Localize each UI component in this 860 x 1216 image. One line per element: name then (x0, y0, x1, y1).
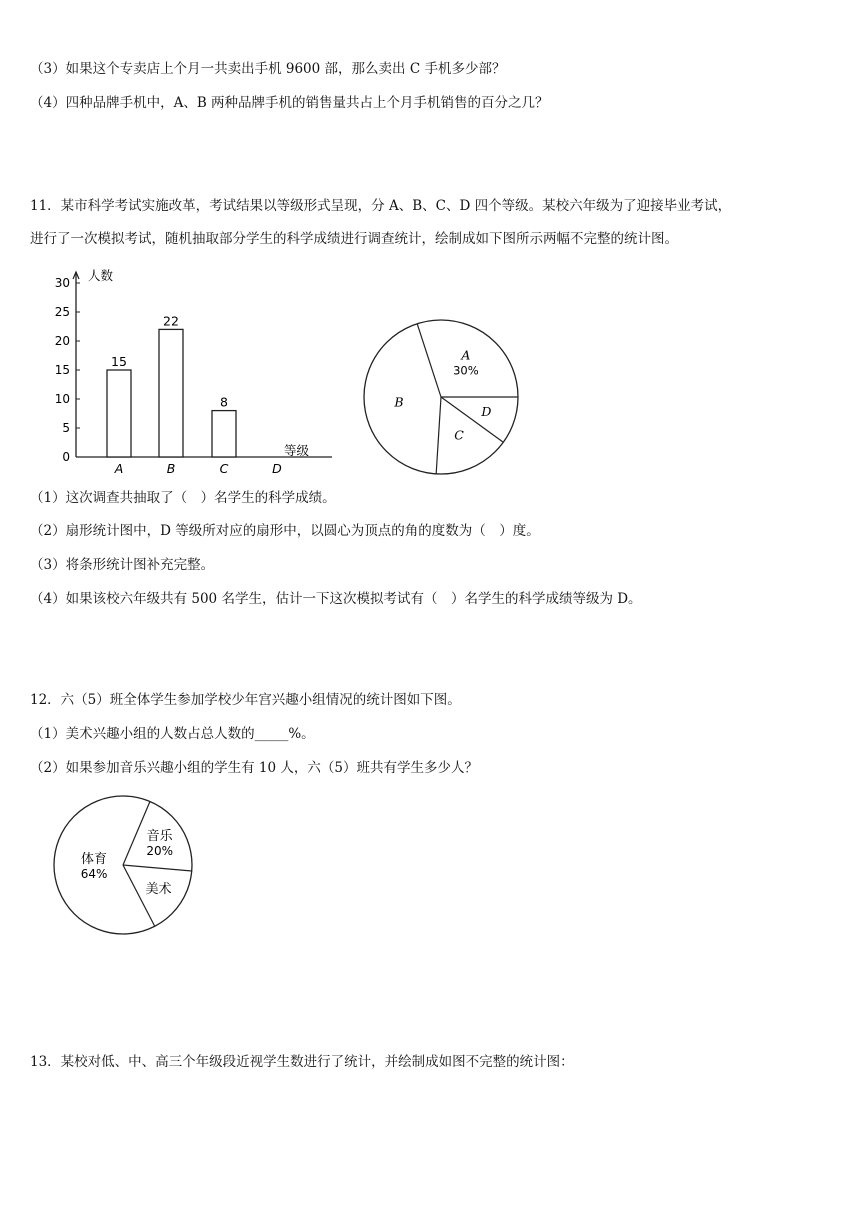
question-prev-4: （4）四种品牌手机中，A、B 两种品牌手机的销售量共占上个月手机销售的百分之几？ (30, 95, 549, 111)
problem-11-stem-line1: 11．某市科学考试实施改革，考试结果以等级形式呈现，分 A、B、C、D 四个等级。某校六年级为了迎接毕业考试， (30, 198, 732, 214)
pie-label-D: D (481, 403, 492, 419)
pie-percent-A: 30% (453, 363, 479, 378)
bar-B (159, 329, 183, 457)
bar-data-label-C: 8 (220, 394, 228, 410)
bar-C (212, 411, 236, 457)
bar-y-tick-label: 0 (62, 450, 70, 464)
bar-y-tick-label: 5 (62, 421, 70, 435)
pie-label-体育: 体育 (81, 852, 108, 868)
bar-y-tick-label: 10 (54, 392, 70, 406)
bar-data-label-A: 15 (111, 354, 127, 369)
bar-chart-grades (40, 258, 340, 480)
pie-label-音乐: 音乐 (146, 828, 173, 844)
problem-11-q4: （4）如果该校六年级共有 500 名学生，估计一下这次模拟考试有（ ）名学生的科学成绩等级为 D。 (30, 591, 642, 607)
pie-label-B: B (394, 394, 404, 410)
bar-y-tick-label: 30 (54, 276, 70, 290)
pie-label-美术: 美术 (145, 881, 172, 897)
pie-label-C: C (454, 427, 464, 443)
problem-11-q1: （1）这次调查共抽取了（ ）名学生的科学成绩。 (30, 490, 336, 506)
problem-12-q1: （1）美术兴趣小组的人数占总人数的_____%。 (30, 726, 315, 742)
question-prev-3: （3）如果这个专卖店上个月一共卖出手机 9600 部，那么卖出 C 手机多少部？ (30, 61, 506, 77)
pie-chart-interest-groups (48, 790, 198, 940)
problem-11-stem-line2: 进行了一次模拟考试，随机抽取部分学生的科学成绩进行调查统计，绘制成如下图所示两幅不完整的统计图。 (30, 231, 678, 247)
bar-A (107, 370, 131, 457)
pie-percent-体育: 64% (80, 867, 108, 882)
problem-11-q3: （3）将条形统计图补充完整。 (30, 557, 215, 573)
bar-y-axis-label: 人数 (88, 268, 114, 283)
pie-label-A: A (461, 347, 471, 363)
bar-x-axis-label: 等级 (284, 443, 310, 458)
bar-x-tick-label-A: A (114, 461, 124, 476)
pie-chart-grades (356, 312, 526, 482)
problem-11-q2: （2）扇形统计图中，D 等级所对应的扇形中，以圆心为顶点的角的度数为（ ）度。 (30, 523, 540, 539)
problem-12-q2: （2）如果参加音乐兴趣小组的学生有 10 人，六（5）班共有学生多少人？ (30, 760, 478, 776)
bar-x-tick-label-C: C (219, 461, 229, 476)
bar-x-tick-label-D: D (272, 461, 282, 476)
problem-13-stem: 13．某校对低、中、高三个年级段近视学生数进行了统计，并绘制成如图不完整的统计图： (30, 1054, 574, 1070)
problem-12-stem: 12．六（5）班全体学生参加学校少年宫兴趣小组情况的统计图如下图。 (30, 692, 461, 708)
bar-x-tick-label-B: B (166, 461, 176, 476)
bar-data-label-B: 22 (163, 313, 179, 329)
bar-y-tick-label: 20 (54, 334, 70, 348)
bar-y-tick-label: 25 (54, 305, 70, 319)
bar-y-tick-label: 15 (54, 363, 70, 377)
pie-percent-音乐: 20% (146, 843, 174, 858)
